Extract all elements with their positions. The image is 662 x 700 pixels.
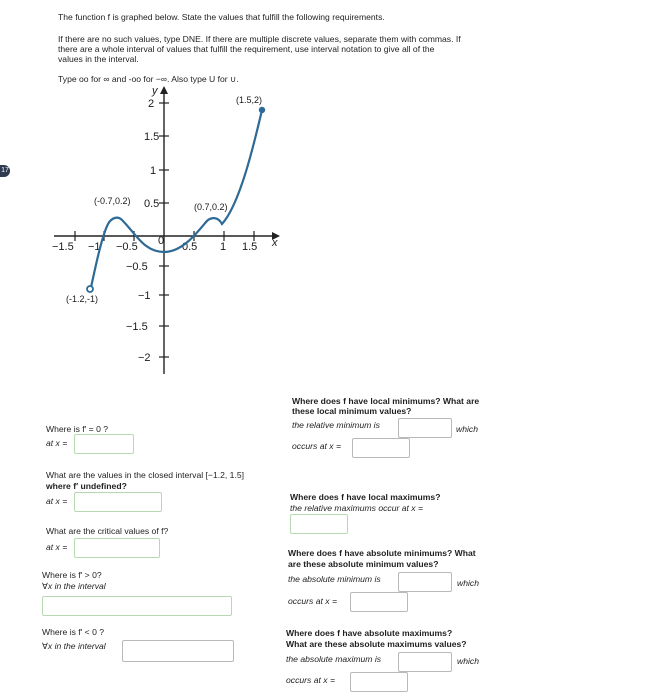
abs-min-value-input[interactable] (398, 572, 452, 592)
q-fprime-zero-title: Where is f′ = 0 ? (46, 424, 109, 434)
y-tick-label: 1.5 (144, 131, 160, 143)
fprime-undefined-input[interactable] (74, 492, 162, 512)
q-local-min-occurs: occurs at x = (292, 441, 341, 451)
q-local-min-line: the relative minimum is (292, 420, 380, 430)
instruction-line-2: If there are no such values, type DNE. If there are multiple discrete values, separate them with commas. If (58, 34, 461, 44)
q-abs-max-line: the absolute maximum is (286, 654, 382, 664)
critical-values-input[interactable] (74, 538, 160, 558)
q-abs-min-title-2: are these absolute minimum values? (288, 559, 439, 569)
x-tick-label: −0.5 (116, 241, 138, 253)
q-abs-min-which: which (457, 578, 479, 588)
x-tick-label: −1.5 (52, 241, 74, 253)
x-tick-label: −1 (88, 241, 101, 253)
instruction-line-4: values in the interval. (58, 54, 139, 64)
q-fprime-negative-title: Where is f′ < 0 ? (42, 627, 105, 637)
y-tick-label: 2 (148, 98, 155, 110)
q-abs-min-title-1: Where does f have absolute minimums? What (288, 548, 476, 558)
closed-endpoint (259, 107, 265, 113)
x-tick-label: 1 (220, 241, 227, 253)
y-tick-label: −0.5 (126, 261, 148, 273)
q-abs-min-line: the absolute minimum is (288, 574, 381, 584)
q-abs-max-title-1: Where does f have absolute maximums? (286, 628, 453, 638)
q-fprime-positive-title: Where is f′ > 0? (42, 570, 102, 580)
y-tick-label: 1 (150, 165, 157, 177)
q-abs-max-which: which (457, 656, 479, 666)
q-local-max-line: the relative maximums occur at x = (290, 503, 424, 513)
q-local-min-title-1: Where does f have local minimums? What are (292, 396, 480, 406)
instruction-line-5: Type oo for ∞ and -oo for −∞. Also type U for ∪. (58, 74, 239, 84)
q-fprime-undefined-at: at x = (46, 496, 68, 506)
q-fprime-negative-sub: ∀x in the interval (42, 641, 106, 651)
y-tick-label: 0.5 (144, 198, 160, 210)
fprime-zero-input[interactable] (74, 434, 134, 454)
instruction-line-3: there are a whole interval of values that fulfill the requirement, use interval notation to give all of the (58, 44, 435, 54)
q-fprime-zero-at: at x = (46, 438, 68, 448)
y-axis-arrow (160, 86, 168, 94)
q-fprime-positive-sub: ∀x in the interval (42, 581, 106, 591)
y-tick-label: −1 (138, 290, 151, 302)
q-critical-at: at x = (46, 542, 68, 552)
q-abs-max-title-2: What are these absolute maximums values? (286, 639, 467, 649)
x-tick-label: 0.5 (182, 241, 198, 253)
q-abs-min-occurs: occurs at x = (288, 596, 337, 606)
instruction-line-1: The function f is graphed below. State the values that fulfill the following requirements. (58, 12, 385, 22)
q-fprime-undefined-title-1: What are the values in the closed interval [−1.2, 1.5] (46, 470, 245, 480)
local-min-at-input[interactable] (352, 438, 410, 458)
question-number-badge: 17 (0, 165, 10, 177)
q-critical-title: What are the critical values of f? (46, 526, 169, 536)
open-endpoint (87, 286, 93, 292)
q-abs-max-occurs: occurs at x = (286, 675, 335, 685)
q-fprime-undefined-title-2: where f′ undefined? (46, 481, 127, 491)
abs-max-value-input[interactable] (398, 652, 452, 672)
q-local-max-title: Where does f have local maximums? (290, 492, 441, 502)
point-label-local-min: (0.7,0.2) (194, 202, 228, 212)
y-tick-label: −1.5 (126, 321, 148, 333)
x-tick-label: 0 (158, 235, 165, 247)
abs-max-at-input[interactable] (350, 672, 408, 692)
x-axis-label: x (272, 237, 278, 249)
local-min-value-input[interactable] (398, 418, 452, 438)
y-axis-label: y (152, 85, 158, 97)
point-label-left-end: (-1.2,-1) (66, 294, 99, 304)
local-max-input[interactable] (290, 514, 348, 534)
fprime-negative-input[interactable] (122, 640, 234, 662)
x-tick-label: 1.5 (242, 241, 258, 253)
point-label-local-max: (-0.7,0.2) (94, 196, 131, 206)
y-tick-label: −2 (138, 352, 151, 364)
point-label-top-right: (1.5,2) (236, 95, 263, 105)
q-local-min-title-2: these local minimum values? (292, 406, 412, 416)
q-local-min-which: which (456, 424, 478, 434)
function-graph (40, 84, 300, 384)
abs-min-at-input[interactable] (350, 592, 408, 612)
fprime-positive-input[interactable] (42, 596, 232, 616)
